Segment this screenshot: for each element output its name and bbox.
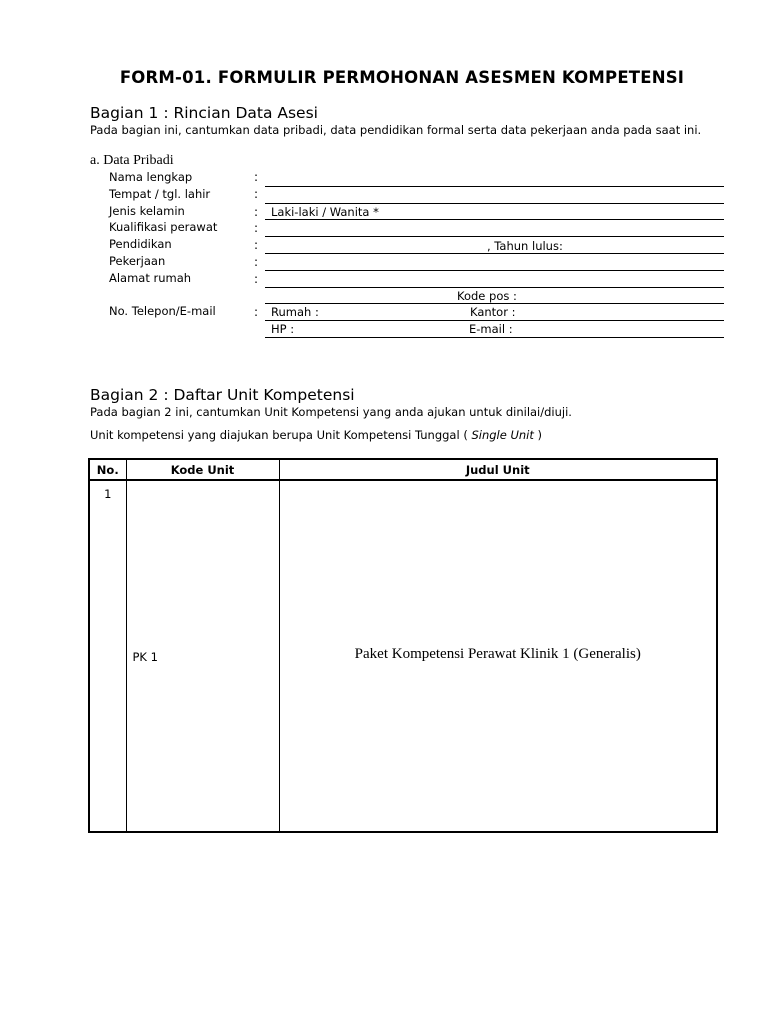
- label-kualifikasi-perawat: Kualifikasi perawat: [109, 220, 218, 234]
- jenis-kelamin-field[interactable]: [265, 219, 724, 220]
- form-title: FORM-01. FORMULIR PERMOHONAN ASESMEN KOMPETENSI: [119, 68, 685, 87]
- unit-type-prefix: Unit kompetensi yang diajukan berupa Unit Kompetensi Tunggal (: [90, 428, 468, 442]
- label-jenis-kelamin: Jenis kelamin: [109, 204, 185, 218]
- label-pekerjaan: Pekerjaan: [109, 254, 166, 268]
- section-2-heading: Bagian 2 : Daftar Unit Kompetensi: [90, 386, 355, 404]
- kode-pos-label: Kode pos :: [457, 289, 517, 303]
- kantor-label: Kantor :: [470, 305, 516, 319]
- hp-email-field[interactable]: [265, 337, 724, 338]
- row-no: 1: [89, 480, 126, 832]
- kualifikasi-perawat-field[interactable]: [265, 236, 724, 237]
- data-pribadi-heading: a. Data Pribadi: [90, 153, 174, 168]
- unit-type-italic: Single Unit: [471, 428, 534, 442]
- colon: :: [254, 238, 259, 252]
- colon: :: [254, 305, 259, 319]
- header-judul-unit: Judul Unit: [279, 459, 717, 480]
- alamat-rumah-field[interactable]: [265, 287, 724, 288]
- unit-type-note: [90, 428, 542, 442]
- label-pendidikan: Pendidikan: [109, 237, 172, 251]
- row-judul-unit: Paket Kompetensi Perawat Klinik 1 (Generalis): [354, 646, 641, 662]
- unit-type-suffix: ): [537, 428, 543, 442]
- header-no: No.: [89, 459, 126, 480]
- hp-label: HP :: [271, 322, 295, 336]
- label-nama-lengkap: Nama lengkap: [109, 170, 193, 184]
- label-tempat-tgl-lahir: Tempat / tgl. lahir: [109, 187, 211, 201]
- section-1-heading: Bagian 1 : Rincian Data Asesi: [90, 104, 318, 122]
- colon: :: [254, 272, 259, 286]
- tahun-lulus-label: , Tahun lulus:: [487, 239, 563, 253]
- colon: :: [254, 187, 259, 201]
- label-telepon-email: No. Telepon/E-mail: [109, 304, 216, 318]
- unit-kompetensi-table: [88, 458, 718, 833]
- section-1-intro: Pada bagian ini, cantumkan data pribadi, data pendidikan formal serta data pekerjaan anda pada saat ini.: [90, 123, 702, 137]
- nama-lengkap-field[interactable]: [265, 186, 724, 187]
- colon: :: [254, 205, 259, 219]
- telepon-rumah-kantor-field[interactable]: [265, 320, 724, 321]
- kode-pos-field[interactable]: [265, 303, 724, 304]
- label-alamat-rumah: Alamat rumah: [109, 271, 192, 285]
- jenis-kelamin-value: Laki-laki / Wanita *: [271, 205, 379, 219]
- tempat-tgl-lahir-field[interactable]: [265, 203, 724, 204]
- email-label: E-mail :: [469, 322, 513, 336]
- colon: :: [254, 255, 259, 269]
- header-kode-unit: Kode Unit: [126, 459, 279, 480]
- row-judul-unit-cell: [279, 480, 717, 832]
- rumah-label: Rumah :: [271, 305, 319, 319]
- section-2-intro: Pada bagian 2 ini, cantumkan Unit Kompetensi yang anda ajukan untuk dinilai/diuji.: [90, 405, 572, 419]
- row-kode-unit-cell: [126, 480, 279, 832]
- table-row: [89, 480, 717, 832]
- pekerjaan-field[interactable]: [265, 270, 724, 271]
- colon: :: [254, 170, 259, 184]
- table-header-row: [89, 459, 717, 480]
- colon: :: [254, 221, 259, 235]
- row-kode-unit: PK 1: [132, 650, 158, 664]
- pendidikan-field[interactable]: [265, 253, 724, 254]
